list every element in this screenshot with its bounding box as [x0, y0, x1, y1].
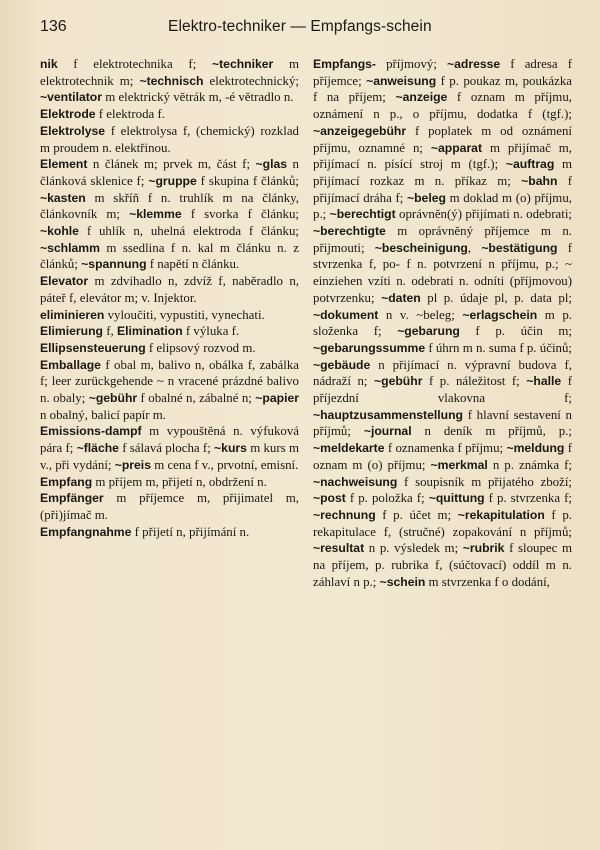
- entry-headword: Elimierung: [40, 324, 103, 339]
- entry-definition: m p. složenka f;: [313, 307, 572, 339]
- entry-headword: Empfangnahme: [40, 524, 132, 539]
- entry-headword: ~preis: [114, 457, 151, 472]
- entry-headword: ~anweisung: [366, 73, 437, 88]
- dictionary-entry: [40, 423, 299, 473]
- entry-definition: n přijímací n. výpravní budova f, nádraží n;: [313, 357, 572, 389]
- entry-definition: f p. náležitost f;: [422, 374, 527, 389]
- entry-headword: Element: [40, 157, 88, 172]
- entry-headword: Emballage: [40, 357, 101, 372]
- entry-definition: f uhlík n, uhelná elektroda f článku;: [78, 224, 299, 239]
- left-column: [40, 56, 299, 591]
- entry-definition: f p. poukaz m, poukázka f na příjem;: [313, 73, 572, 105]
- entry-headword: ~post: [313, 491, 346, 506]
- page-number: 136: [40, 18, 67, 35]
- dictionary-entry: [40, 323, 299, 340]
- entry-definition: f výluka f.: [182, 324, 240, 339]
- entry-definition: n p. známka f;: [487, 457, 572, 472]
- entry-definition: f elektrolysa f, (chemický) rozklad m proudem n. elektřinou.: [40, 123, 299, 155]
- entry-headword: ~techniker: [211, 57, 274, 71]
- entry-definition: f poplatek m od oznámení příjmu, oznamné n;: [313, 123, 572, 155]
- entry-definition: n obalný, balicí papír m.: [40, 407, 167, 422]
- entry-headword: ~gruppe: [148, 173, 197, 188]
- entry-definition: f p. účet m;: [375, 507, 458, 522]
- entry-definition: n deník m příjmů, p.;: [411, 424, 572, 439]
- entry-headword: ~berechtigt: [329, 207, 396, 222]
- entry-definition: m zdvihadlo n, zdvíž f, naběradlo n, páteř f, elevátor m; v. Injektor.: [40, 274, 299, 305]
- entry-headword: Empfangs-: [313, 57, 376, 71]
- dictionary-entry: [40, 273, 299, 306]
- entry-headword: ~schlamm: [40, 240, 100, 255]
- entry-headword: ~glas: [255, 157, 288, 172]
- entry-definition: f p. stvrzenka f;: [484, 491, 572, 506]
- entry-definition: f obalné n, zábalné n;: [137, 391, 256, 406]
- entry-definition: f p. účin m;: [459, 324, 572, 339]
- entry-definition: m elektrický větrák m, -é větradlo n.: [101, 90, 294, 105]
- dictionary-entry: [40, 307, 299, 324]
- dictionary-entry: [40, 156, 299, 273]
- entry-definition: f p. rekapitulace f, (stručné) zopakování n příjmů;: [313, 507, 572, 539]
- entry-headword: ~erlagschein: [462, 307, 538, 322]
- entry-headword: Empfänger: [40, 491, 104, 506]
- entry-definition: m cena f v., prvotní, emisní.: [150, 457, 299, 472]
- entry-headword: eliminieren: [40, 307, 105, 322]
- entry-definition: pl p. údaje pl, p. data pl;: [420, 290, 572, 305]
- entry-definition: n článková sklenice f;: [40, 157, 299, 188]
- entry-definition: f oznam m příjmu, oznámení n p., o příjmu, dodatka f (tgf.);: [313, 90, 572, 122]
- running-title: Elektro-techniker — Empfangs-schein: [168, 18, 432, 35]
- entry-headword: ~anzeige: [395, 90, 448, 105]
- entry-definition: m oprávněný příjemce m n. přijmouti;: [313, 224, 572, 255]
- entry-definition: f přijímací dráha f;: [313, 173, 572, 205]
- entry-definition: f sloupec m na příjem, p. rubrika f, (súčtovací) oddíl m n. záhlaví n p.;: [313, 541, 572, 589]
- entry-definition: n v. ~beleg;: [378, 307, 463, 322]
- dictionary-entry: [40, 340, 299, 357]
- entry-definition: m přijímač m, přijímací n. písící stroj m (tgf.);: [313, 140, 572, 172]
- entry-headword: Elimination: [116, 324, 183, 339]
- entry-headword: Ellipsensteuerung: [40, 340, 146, 355]
- entry-headword: ~meldung: [506, 441, 565, 456]
- entry-definition: f p. položka f;: [345, 491, 429, 506]
- entry-headword: ~daten: [381, 290, 421, 305]
- entry-headword: ~bestätigung: [481, 240, 558, 255]
- entry-headword: ~anzeigegebühr: [313, 123, 407, 138]
- entry-headword: ~rubrik: [462, 541, 505, 556]
- entry-headword: ~merkmal: [430, 457, 488, 472]
- entry-definition: m přijímací rozkaz m n. příkaz m;: [313, 157, 572, 188]
- entry-headword: ~journal: [363, 424, 412, 439]
- entry-headword: ~gebühr: [88, 391, 138, 406]
- entry-definition: m vypouštěná n. výfuková pára f;: [40, 424, 299, 456]
- entry-definition: f adresa f příjemce;: [313, 57, 572, 88]
- entry-headword: ~resultat: [313, 541, 365, 556]
- entry-definition: příjmový;: [375, 57, 448, 71]
- entry-definition: f sálavá plocha f;: [118, 441, 215, 456]
- entry-headword: ~spannung: [81, 257, 147, 272]
- dictionary-entry: [40, 123, 299, 156]
- entry-headword: ~kohle: [40, 224, 79, 239]
- entry-headword: Empfang: [40, 474, 93, 489]
- entry-headword: Emissions-dampf: [40, 424, 142, 439]
- entry-definition: elektrotechnický;: [203, 73, 299, 88]
- entry-headword: ~adresse: [447, 57, 501, 71]
- entry-headword: Elektrode: [40, 107, 96, 122]
- entry-headword: ~schein: [379, 574, 426, 589]
- entry-definition: f elektroda f.: [95, 107, 165, 122]
- entry-headword: ~bahn: [521, 173, 558, 188]
- entry-headword: ~berechtigte: [313, 224, 386, 239]
- entry-definition: m doklad m (o) příjmu, p.;: [313, 190, 572, 222]
- entry-definition: m stvrzenka f o dodání,: [425, 574, 550, 589]
- entry-headword: ~beleg: [407, 190, 446, 205]
- entry-headword: ~papier: [255, 391, 299, 406]
- entry-headword: ~gebarungssumme: [313, 340, 426, 355]
- entry-headword: ~gebäude: [313, 357, 371, 372]
- entry-definition: f elipsový rozvod m.: [145, 340, 256, 355]
- entry-definition: vyloučiti, vypustiti, vynechati.: [104, 307, 265, 322]
- entry-definition: f příjezdní vlakovna f;: [313, 374, 572, 406]
- entry-definition: f oznamenka f příjmu;: [384, 441, 507, 456]
- entry-headword: ~fläche: [76, 441, 119, 456]
- entry-definition: f oznam m (o) příjmu;: [313, 441, 572, 472]
- entry-headword: ~hauptzusammenstellung: [313, 407, 463, 422]
- page-header: [40, 18, 574, 48]
- entry-definition: f obal m, balivo n, obálka f, zabálka f; leer zurückgehende ~ n vracené prázdné balivo n. obaly;: [40, 357, 299, 406]
- entry-definition: ,: [467, 240, 482, 255]
- entry-headword: ~halle: [526, 374, 562, 389]
- right-column: [313, 56, 572, 591]
- entry-headword: ~klemme: [129, 207, 182, 222]
- dictionary-entry: [40, 106, 299, 123]
- dictionary-entry: [40, 474, 299, 491]
- dictionary-entry: [40, 56, 299, 106]
- entry-headword: ~nachweisung: [313, 474, 398, 489]
- entry-definition: f stvrzenka f, po- f n. potvrzení n příjmu, p.; ~ einziehen vzíti n. odebrati n. odníti (příjmovou) potvrzenku;: [313, 240, 572, 305]
- entry-headword: ~rekapitulation: [457, 507, 545, 522]
- entry-headword: ~technisch: [139, 73, 204, 88]
- entry-definition: f hlavní sestavení n příjmů;: [313, 407, 572, 439]
- entry-headword: ~gebarung: [397, 324, 460, 339]
- entry-headword: ~ventilator: [40, 90, 102, 105]
- columns: [40, 56, 574, 591]
- entry-definition: m příjemce m, přijimatel m, (při)jímač m.: [40, 491, 299, 522]
- entry-headword: ~quittung: [428, 491, 485, 506]
- entry-headword: ~auftrag: [505, 157, 555, 172]
- entry-definition: f skupina f článků;: [196, 173, 299, 188]
- entry-headword: Elevator: [40, 274, 89, 289]
- entry-headword: nik: [40, 57, 58, 71]
- entry-headword: ~bescheinigung: [374, 240, 468, 255]
- entry-definition: f přijetí n, přijímání n.: [131, 524, 250, 539]
- entry-definition: f soupisník m přijatého zboží;: [397, 474, 572, 489]
- entry-definition: n p. výsledek m;: [364, 541, 463, 556]
- entry-definition: m skříň f n. truhlík m na články, článkovník m;: [40, 190, 299, 222]
- entry-headword: Elektrolyse: [40, 123, 106, 138]
- entry-definition: m ssedlina f n. kal m článku n. z článků;: [40, 240, 299, 272]
- dictionary-entry: [40, 357, 299, 424]
- entry-headword: ~apparat: [430, 140, 483, 155]
- entry-definition: f elektrotechnika f;: [57, 57, 212, 71]
- entry-definition: f úhrn m n. suma f p. účinů;: [425, 340, 572, 355]
- entry-definition: n článek m; prvek m, část f;: [87, 157, 256, 172]
- entry-definition: f svorka f článku;: [181, 207, 299, 222]
- entry-definition: f,: [102, 324, 117, 339]
- entry-definition: oprávněn(ý) přijímati n. odebrati;: [395, 207, 572, 222]
- entry-headword: ~rechnung: [313, 507, 376, 522]
- entry-definition: f napětí n článku.: [146, 257, 240, 272]
- entry-definition: m elektrotechnik m;: [40, 57, 299, 88]
- entry-headword: ~gebühr: [374, 374, 423, 389]
- dictionary-entry: [313, 56, 572, 591]
- entry-headword: ~dokument: [313, 307, 379, 322]
- dictionary-entry: [40, 524, 299, 541]
- dictionary-entry: [40, 490, 299, 523]
- entry-headword: ~kurs: [214, 441, 247, 456]
- entry-headword: ~kasten: [40, 190, 86, 205]
- entry-definition: m příjem m, přijetí n, obdržení n.: [92, 474, 267, 489]
- entry-headword: ~meldekarte: [313, 441, 385, 456]
- entry-definition: m kurs m v., při vydání;: [40, 441, 299, 472]
